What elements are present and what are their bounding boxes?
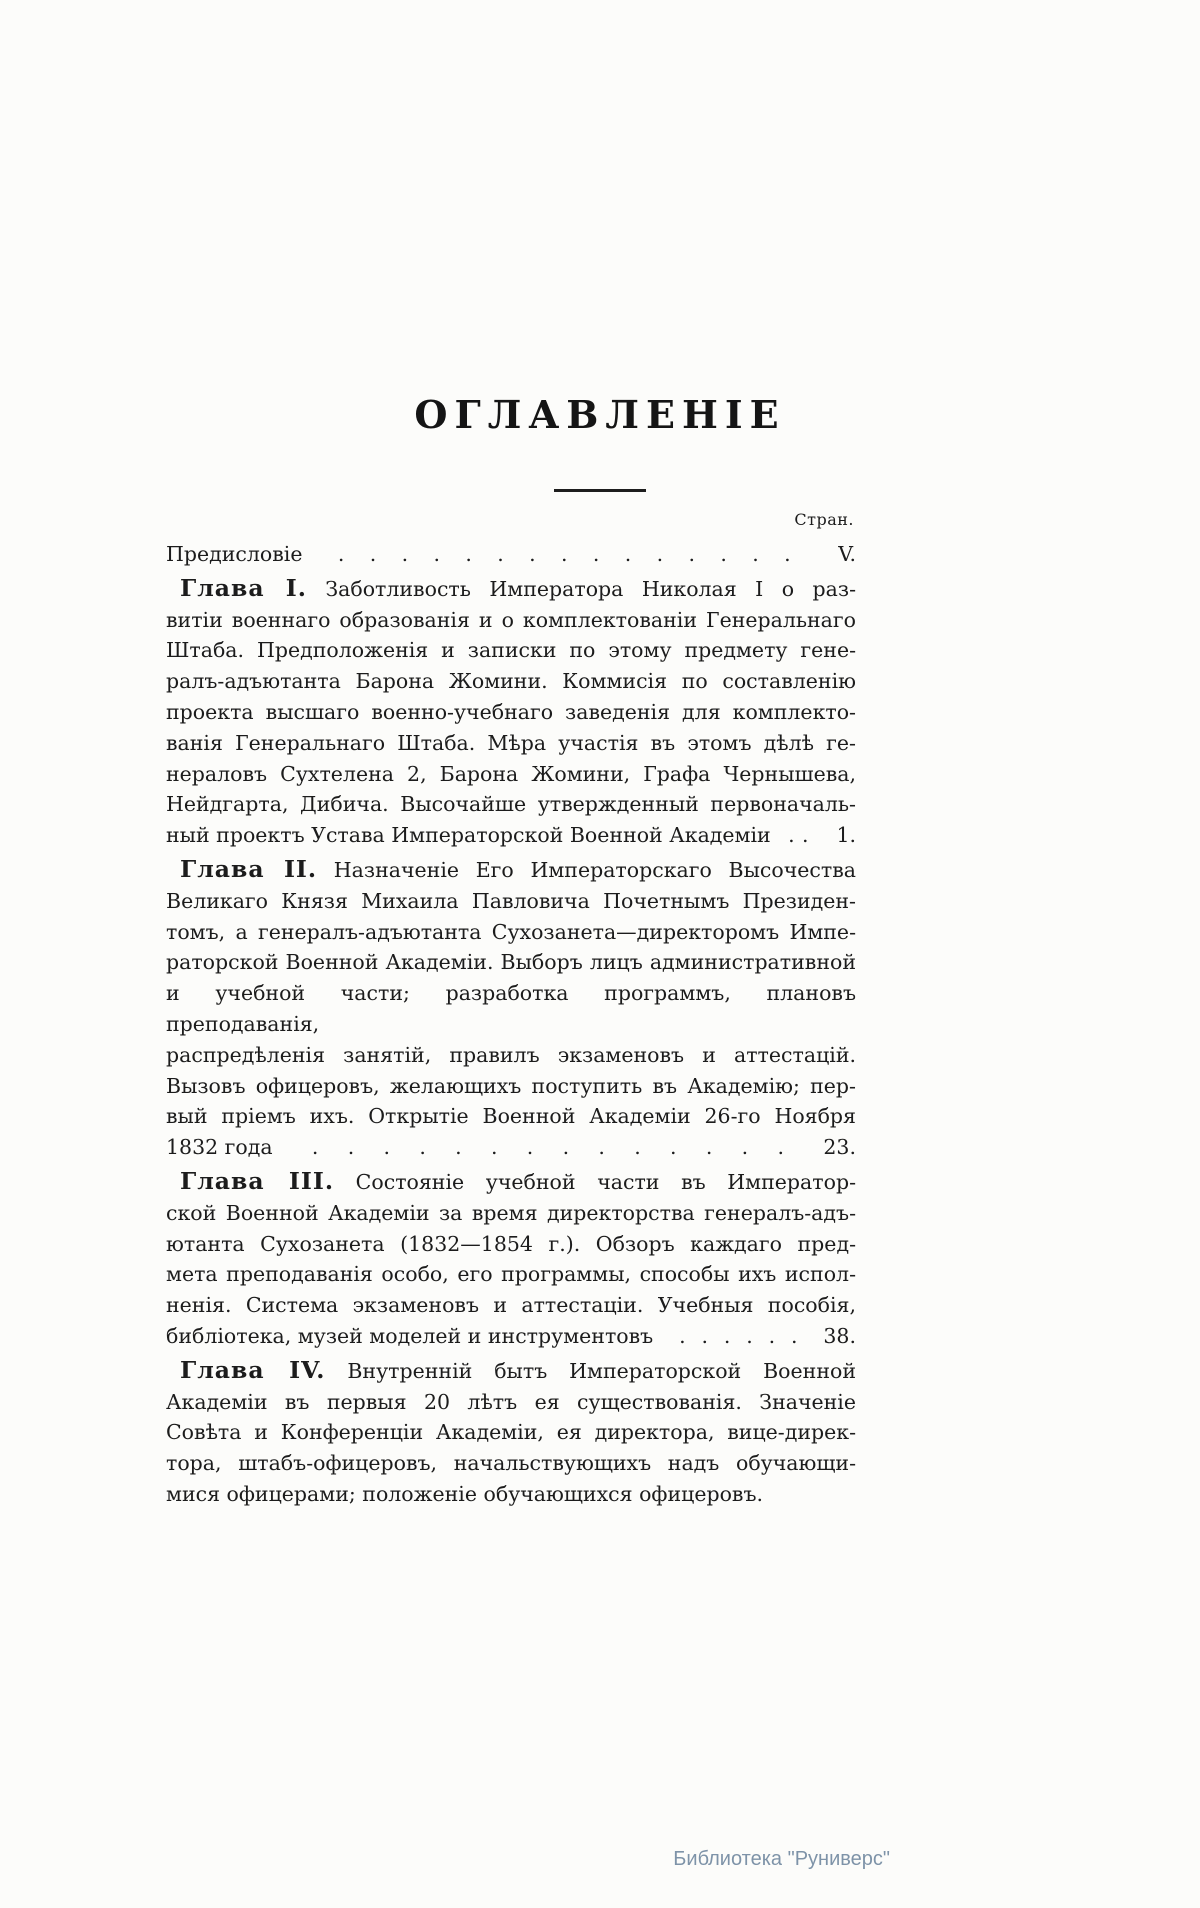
toc-line: ютанта Сухозанета (1832—1854 г.). Обзоръ каждаго пред- xyxy=(166,1231,856,1256)
toc-line: тора, штабъ-офицеровъ, начальствующихъ надъ обучающи- xyxy=(166,1451,856,1476)
toc-line: раторской Военной Академіи. Выборъ лицъ административной xyxy=(166,950,856,975)
toc-line: вый пріемъ ихъ. Открытіе Военной Академіи 26-го Ноября xyxy=(166,1104,856,1129)
toc-line: нераловъ Сухтелена 2, Барона Жомини, Графа Чернышева, xyxy=(166,761,856,786)
preface-entry xyxy=(166,539,856,570)
leader-dot: . xyxy=(497,542,504,566)
leader-dot: . xyxy=(688,542,695,566)
chapter-label: Глава III. xyxy=(180,1166,335,1195)
leader-dot: . xyxy=(768,1323,776,1348)
toc-line-text: ный проектъ Устава Императорской Военной Академіи xyxy=(166,823,771,848)
title-divider xyxy=(554,489,646,492)
toc-line xyxy=(166,820,856,851)
chapter-label: Глава II. xyxy=(180,854,318,883)
leader-dot: . xyxy=(560,542,568,566)
toc-line xyxy=(166,1132,856,1163)
toc-entry xyxy=(166,573,856,851)
leader-dot: . xyxy=(419,1135,426,1160)
toc-line: ванія Генеральнаго Штаба. Мѣра участія въ этомъ дѣлѣ ге- xyxy=(166,730,856,755)
leader-dot: . xyxy=(705,1135,713,1160)
toc-line: Штаба. Предположенія и записки по этому предмету гене- xyxy=(166,638,856,663)
dot-leader xyxy=(273,1132,824,1163)
library-watermark: Библиотека "Руниверс" xyxy=(673,1848,890,1870)
leader-dot: . xyxy=(701,1323,708,1348)
toc-line: проекта высшаго военно-учебнаго заведенія для комплекто- xyxy=(166,699,856,724)
leader-dot: . xyxy=(752,542,759,566)
leader-dot: . xyxy=(433,542,440,566)
leader-dot: . xyxy=(679,1323,686,1348)
leader-dot: . xyxy=(746,1323,753,1348)
pages-column-header: Стран. xyxy=(794,510,854,529)
leader-dot: . xyxy=(802,823,809,848)
toc-line: и учебной части; разработка программъ, плановъ преподаванія, xyxy=(166,981,856,1036)
toc-line: Глава IV. Внутренній бытъ Императорской Военной xyxy=(180,1355,856,1384)
leader-dot: . xyxy=(401,542,409,566)
leader-dot: . xyxy=(720,542,727,566)
leader-dot: . xyxy=(465,542,472,566)
toc-line: витіи военнаго образованія и о комплектованіи Генеральнаго xyxy=(166,607,856,632)
leader-dot: . xyxy=(788,823,795,848)
chapter-label: Глава IV. xyxy=(180,1355,326,1384)
leader-dot: . xyxy=(337,542,345,566)
leader-dot: . xyxy=(592,542,600,566)
toc-line: ской Военной Академіи за время директорства генералъ-адъ- xyxy=(166,1200,856,1225)
page-number: 1. xyxy=(836,823,856,848)
leader-dot: . xyxy=(634,1135,641,1160)
page-title: ОГЛАВЛЕНІЕ xyxy=(414,392,786,437)
leader-dot: . xyxy=(777,1135,784,1160)
toc-line: Вызовъ офицеровъ, желающихъ поступить въ Академію; пер- xyxy=(166,1073,856,1098)
preface-label: Предисловіе xyxy=(166,542,303,566)
toc-entry xyxy=(166,854,856,1163)
leader-dot: . xyxy=(723,1323,731,1348)
toc-line: мися офицерами; положеніе обучающихся офицеровъ. xyxy=(166,1481,764,1506)
table-of-contents xyxy=(166,510,856,1510)
toc-entries xyxy=(166,573,856,1510)
leader-dot: . xyxy=(562,1135,570,1160)
toc-line: ненія. Система экзаменовъ и аттестаціи. Учебныя пособія, xyxy=(166,1293,856,1318)
leader-dot: . xyxy=(369,542,377,566)
dot-leader xyxy=(653,1321,823,1352)
toc-line-text: библіотека, музей моделей и инструментовъ xyxy=(166,1323,654,1348)
toc-line: распредѣленія занятій, правилъ экзаменовъ и аттестацій. xyxy=(166,1042,856,1067)
leader-dot: . xyxy=(790,1323,798,1348)
leader-dot: . xyxy=(383,1135,391,1160)
chapter-label: Глава I. xyxy=(180,573,307,602)
leader-dot: . xyxy=(598,1135,605,1160)
toc-line: Великаго Князя Михаила Павловича Почетнымъ Президен- xyxy=(166,888,856,913)
toc-line: Совѣта и Конференціи Академіи, ея директора, вице-дирек- xyxy=(166,1420,856,1445)
leader-dot: . xyxy=(529,542,536,566)
leader-dot: . xyxy=(347,1135,355,1160)
leader-dot: . xyxy=(670,1135,677,1160)
leader-dot: . xyxy=(526,1135,534,1160)
leader-dot: . xyxy=(311,1135,319,1160)
toc-line-text: 1832 года xyxy=(166,1135,273,1160)
toc-line xyxy=(166,1321,856,1352)
dot-leader xyxy=(303,539,827,570)
leader-dot: . xyxy=(455,1135,462,1160)
toc-line: ралъ-адъютанта Барона Жомини. Коммисія по составленію xyxy=(166,669,856,694)
toc-line: Глава I. Заботливость Императора Николая I о раз- xyxy=(180,573,856,602)
toc-line: Глава III. Состояніе учебной части въ Император- xyxy=(180,1166,857,1195)
toc-line: мета преподаванія особо, его программы, способы ихъ испол- xyxy=(166,1262,856,1287)
leader-dot: . xyxy=(741,1135,749,1160)
leader-dot: . xyxy=(490,1135,498,1160)
page-number: V. xyxy=(838,542,856,566)
dot-leader xyxy=(771,820,826,851)
page-number: 23. xyxy=(823,1135,856,1160)
leader-dot: . xyxy=(656,542,664,566)
toc-line: томъ, а генералъ-адъютанта Сухозанета—директоромъ Импе- xyxy=(166,919,856,944)
toc-line: Глава II. Назначеніе Его Императорскаго Высочества xyxy=(180,854,856,883)
leader-dot: . xyxy=(784,542,791,566)
page-number: 38. xyxy=(823,1323,856,1348)
toc-line: Нейдгарта, Дибича. Высочайше утвержденный первоначаль- xyxy=(166,792,856,817)
toc-entry xyxy=(166,1355,856,1510)
leader-dot: . xyxy=(624,542,632,566)
toc-entry xyxy=(166,1166,856,1352)
toc-line: Академіи въ первыя 20 лѣтъ ея существованія. Значеніе xyxy=(166,1389,856,1414)
